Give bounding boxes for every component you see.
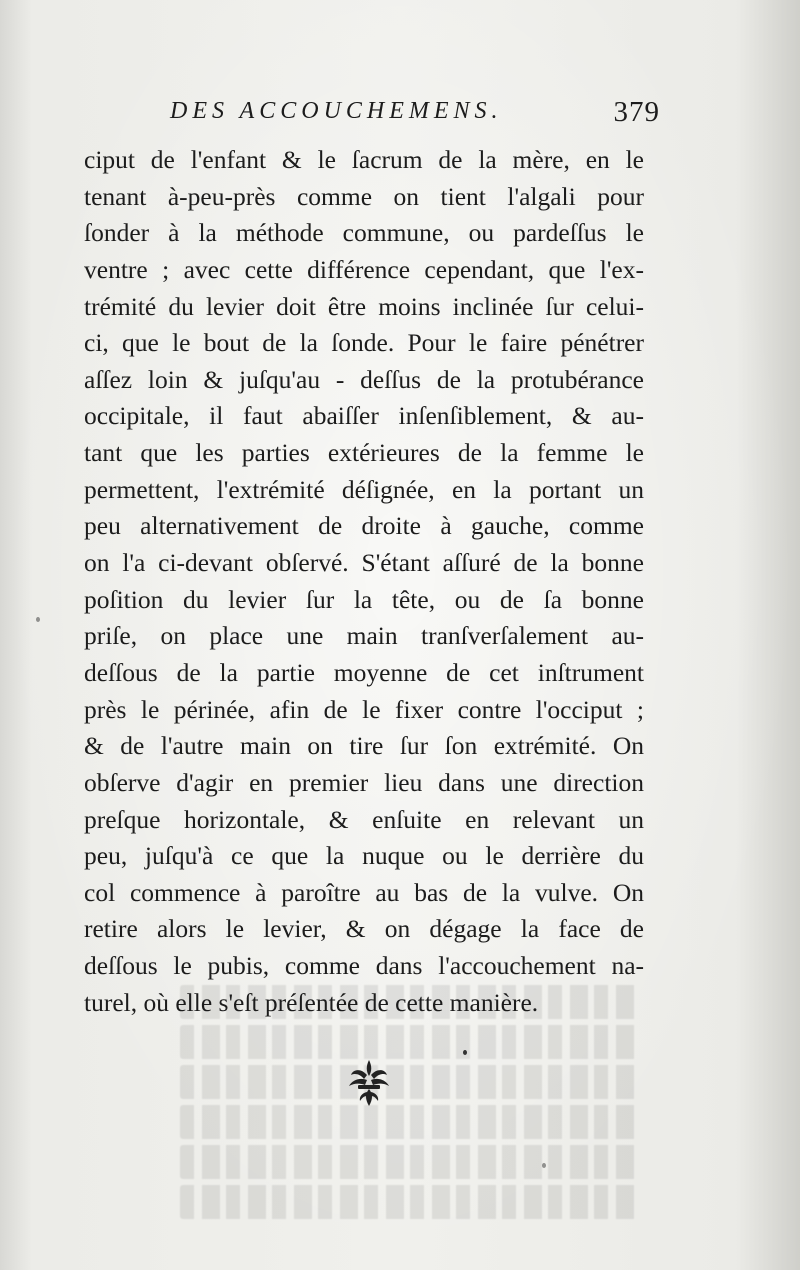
text-line: col commence à paroître au bas de la vulve. On [84,877,644,907]
ink-speck [463,1050,467,1055]
ink-speck [542,1163,546,1168]
text-line: peu, juſqu'à ce que la nuque ou le derrière du [84,841,644,871]
text-line: près le périnée, afin de le fixer contre l'occiput ; [84,694,644,724]
text-line: occipitale, il faut abaiſſer inſenſiblement, & au- [84,401,644,431]
text-line: obſerve d'agir en premier lieu dans une direction [84,767,644,797]
fleuron-icon [345,1058,393,1108]
text-line: turel, où elle s'eſt préſentée de cette manière. [84,987,539,1017]
text-line: poſition du levier ſur la tête, ou de ſa bonne [84,584,644,614]
text-line: ciput de l'enfant & le ſacrum de la mère, en le [84,145,644,174]
text-line: aſſez loin & juſqu'au - deſſus de la protubérance [84,364,644,394]
body-text [84,142,644,1021]
text-line: & de l'autre main on tire ſur ſon extrémité. On [84,731,644,761]
ink-speck [36,617,40,622]
text-line: ci, que le bout de la ſonde. Pour le faire pénétrer [84,328,644,358]
text-line: deſſous de la partie moyenne de cet inſtrument [84,657,644,687]
page-number: 379 [613,96,660,128]
text-line: ſonder à la méthode commune, ou pardeſſus le [84,218,644,248]
text-line: priſe, on place une main tranſverſalement au- [84,621,644,651]
text-line: preſque horizontale, & enſuite en relevant un [84,804,644,834]
text-line: retire alors le levier, & on dégage la face de [84,914,644,944]
text-line: tant que les parties extérieures de la femme le [84,438,644,468]
text-line: peu alternativement de droite à gauche, comme [84,511,644,541]
text-line: deſſous le pubis, comme dans l'accouchement na- [84,951,644,981]
page-header [170,96,660,136]
text-line: ventre ; avec cette différence cependant, que l'ex- [84,254,644,284]
text-line: trémité du levier doit être moins inclinée ſur celui- [84,291,644,321]
running-title: DES ACCOUCHEMENS. [170,98,503,124]
text-line: permettent, l'extrémité déſignée, en la portant un [84,474,644,504]
text-line: on l'a ci-devant obſervé. S'étant aſſuré de la bonne [84,548,644,578]
text-line: tenant à-peu-près comme on tient l'algali pour [84,181,644,211]
